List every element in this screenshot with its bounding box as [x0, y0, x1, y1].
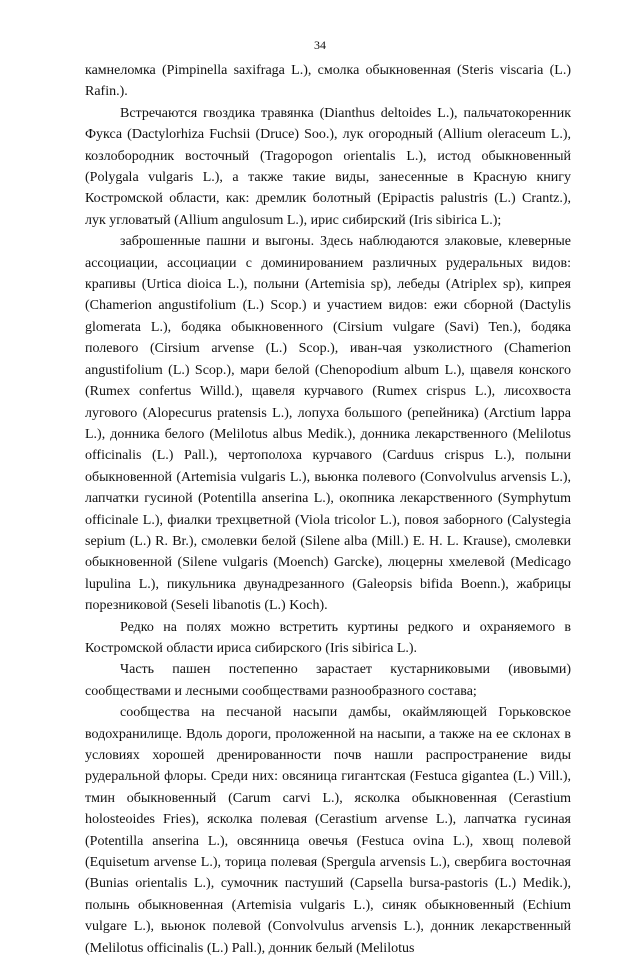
page-number: 34 — [314, 38, 326, 52]
paragraph-iris-sibirica: Редко на полях можно встретить куртины редкого и охраняемого в Костромской области ириса сибирского (Iris sibirica L.). — [85, 619, 571, 656]
paragraph-dam-communities: сообщества на песчаной насыпи дамбы, окаймляющей Горьковское водохранилище. Вдоль дороги, проложенной на насыпи, а также на ее склонах в условиях хорошей дренированности почв нашли распространение виды рудеральной флоры. Среди них: овсяница гигантская (Festuca gigantea (L.) Vill.), тмин обыкновенный (Carum carvi L.), ясколка обыкновенная (Cerastium holosteoides Fries), ясколка полевая (Cerastium arvense L.), лапчатка гусиная (Potentilla anserina L.), овсянница овечья (Festuca ovina L.), хвощ полевой (Equisetum arvense L.), торица полевая (Spergula arvensis L.), свербига восточная (Bunias orientalis L.), сумочник пастуший (Capsella bursa-pastoris (L.) Medik.), полынь обыкновенная (Artemisia vulgaris L.), синяк обыкновенный (Echium vulgare L.), вьюнок полевой (Convolvulus arvensis L.), донник лекарственный (Melilotus officinalis (L.) Pall.), донник белый (Melilotus — [85, 705, 571, 956]
paragraph-rare-species: Встречаются гвоздика травянка (Dianthus deltoides L.), пальчатокоренник Фукса (Dactylorhiza Fuchsii (Druce) Soo.), лук огородный (Allium oleraceum L.), козлобородник восточный (Tragopogon orientalis L.), истод обыкновенный (Polygala vulgaris L.), а также такие виды, занесенные в Красную книгу Костромской области, как: дремлик болотный (Epipactis palustris (L.) Crantz.), лук угловатый (Allium angulosum L.), ирис сибирский (Iris sibirica L.); — [85, 105, 571, 228]
paragraph-continuation: камнеломка (Pimpinella saxifraga L.), смолка обыкновенная (Steris viscaria (L.) Rafin.). — [85, 63, 571, 100]
paragraph-shrub-overgrowth: Часть пашен постепенно зарастает кустарниковыми (ивовыми) сообществами и лесными сообществами разнообразного состава; — [85, 662, 571, 699]
paragraph-abandoned-fields: заброшенные пашни и выгоны. Здесь наблюдаются злаковые, клеверные ассоциации, ассоциации с доминированием различных рудеральных видов: крапивы (Urtica dioica L.), полыни (Artemisia sp), лебеды (Atriplex sp), кипрея (Chamerion angustifolium (L.) Scop.) и участием видов: ежи сборной (Dactylis glomerata L.), бодяка обыкновенного (Cirsium vulgare (Savi) Ten.), бодяка полевого (Cirsium arvense (L.) Scop.), иван-чая узколистного (Chamerion angustifolium (L.) Scop.), мари белой (Chenopodium album L.), щавеля конского (Rumex confertus Willd.), щавеля курчавого (Rumex crispus L.), лисохвоста лугового (Alopecurus pratensis L.), лопуха большого (репейника) (Arctium lappa L.), донника белого (Melilotus albus Medik.), донника лекарственного (Melilotus officinalis (L.) Pall.), чертополоха курчавого (Carduus crispus L.), полыни обыкновенной (Artemisia vulgaris L.), вьюнка полевого (Convolvulus arvensis L.), лапчатки гусиной (Potentilla anserina L.), окопника лекарственного (Symphytum officinale L.), фиалки трехцветной (Viola tricolor L.), повоя заборного (Calystegia sepium (L.) R. Br.), смолевки белой (Silene alba (Mill.) E. H. L. Krause), смолевки обыкновенной (Silene vulgaris (Moench) Garcke), люцерны хмелевой (Medicago lupulina L.), пикульника двунадрезанного (Galeopsis bifida Boenn.), жабрицы порезниковой (Seseli libanotis (L.) Koch). — [85, 234, 571, 614]
body-text — [85, 60, 571, 959]
